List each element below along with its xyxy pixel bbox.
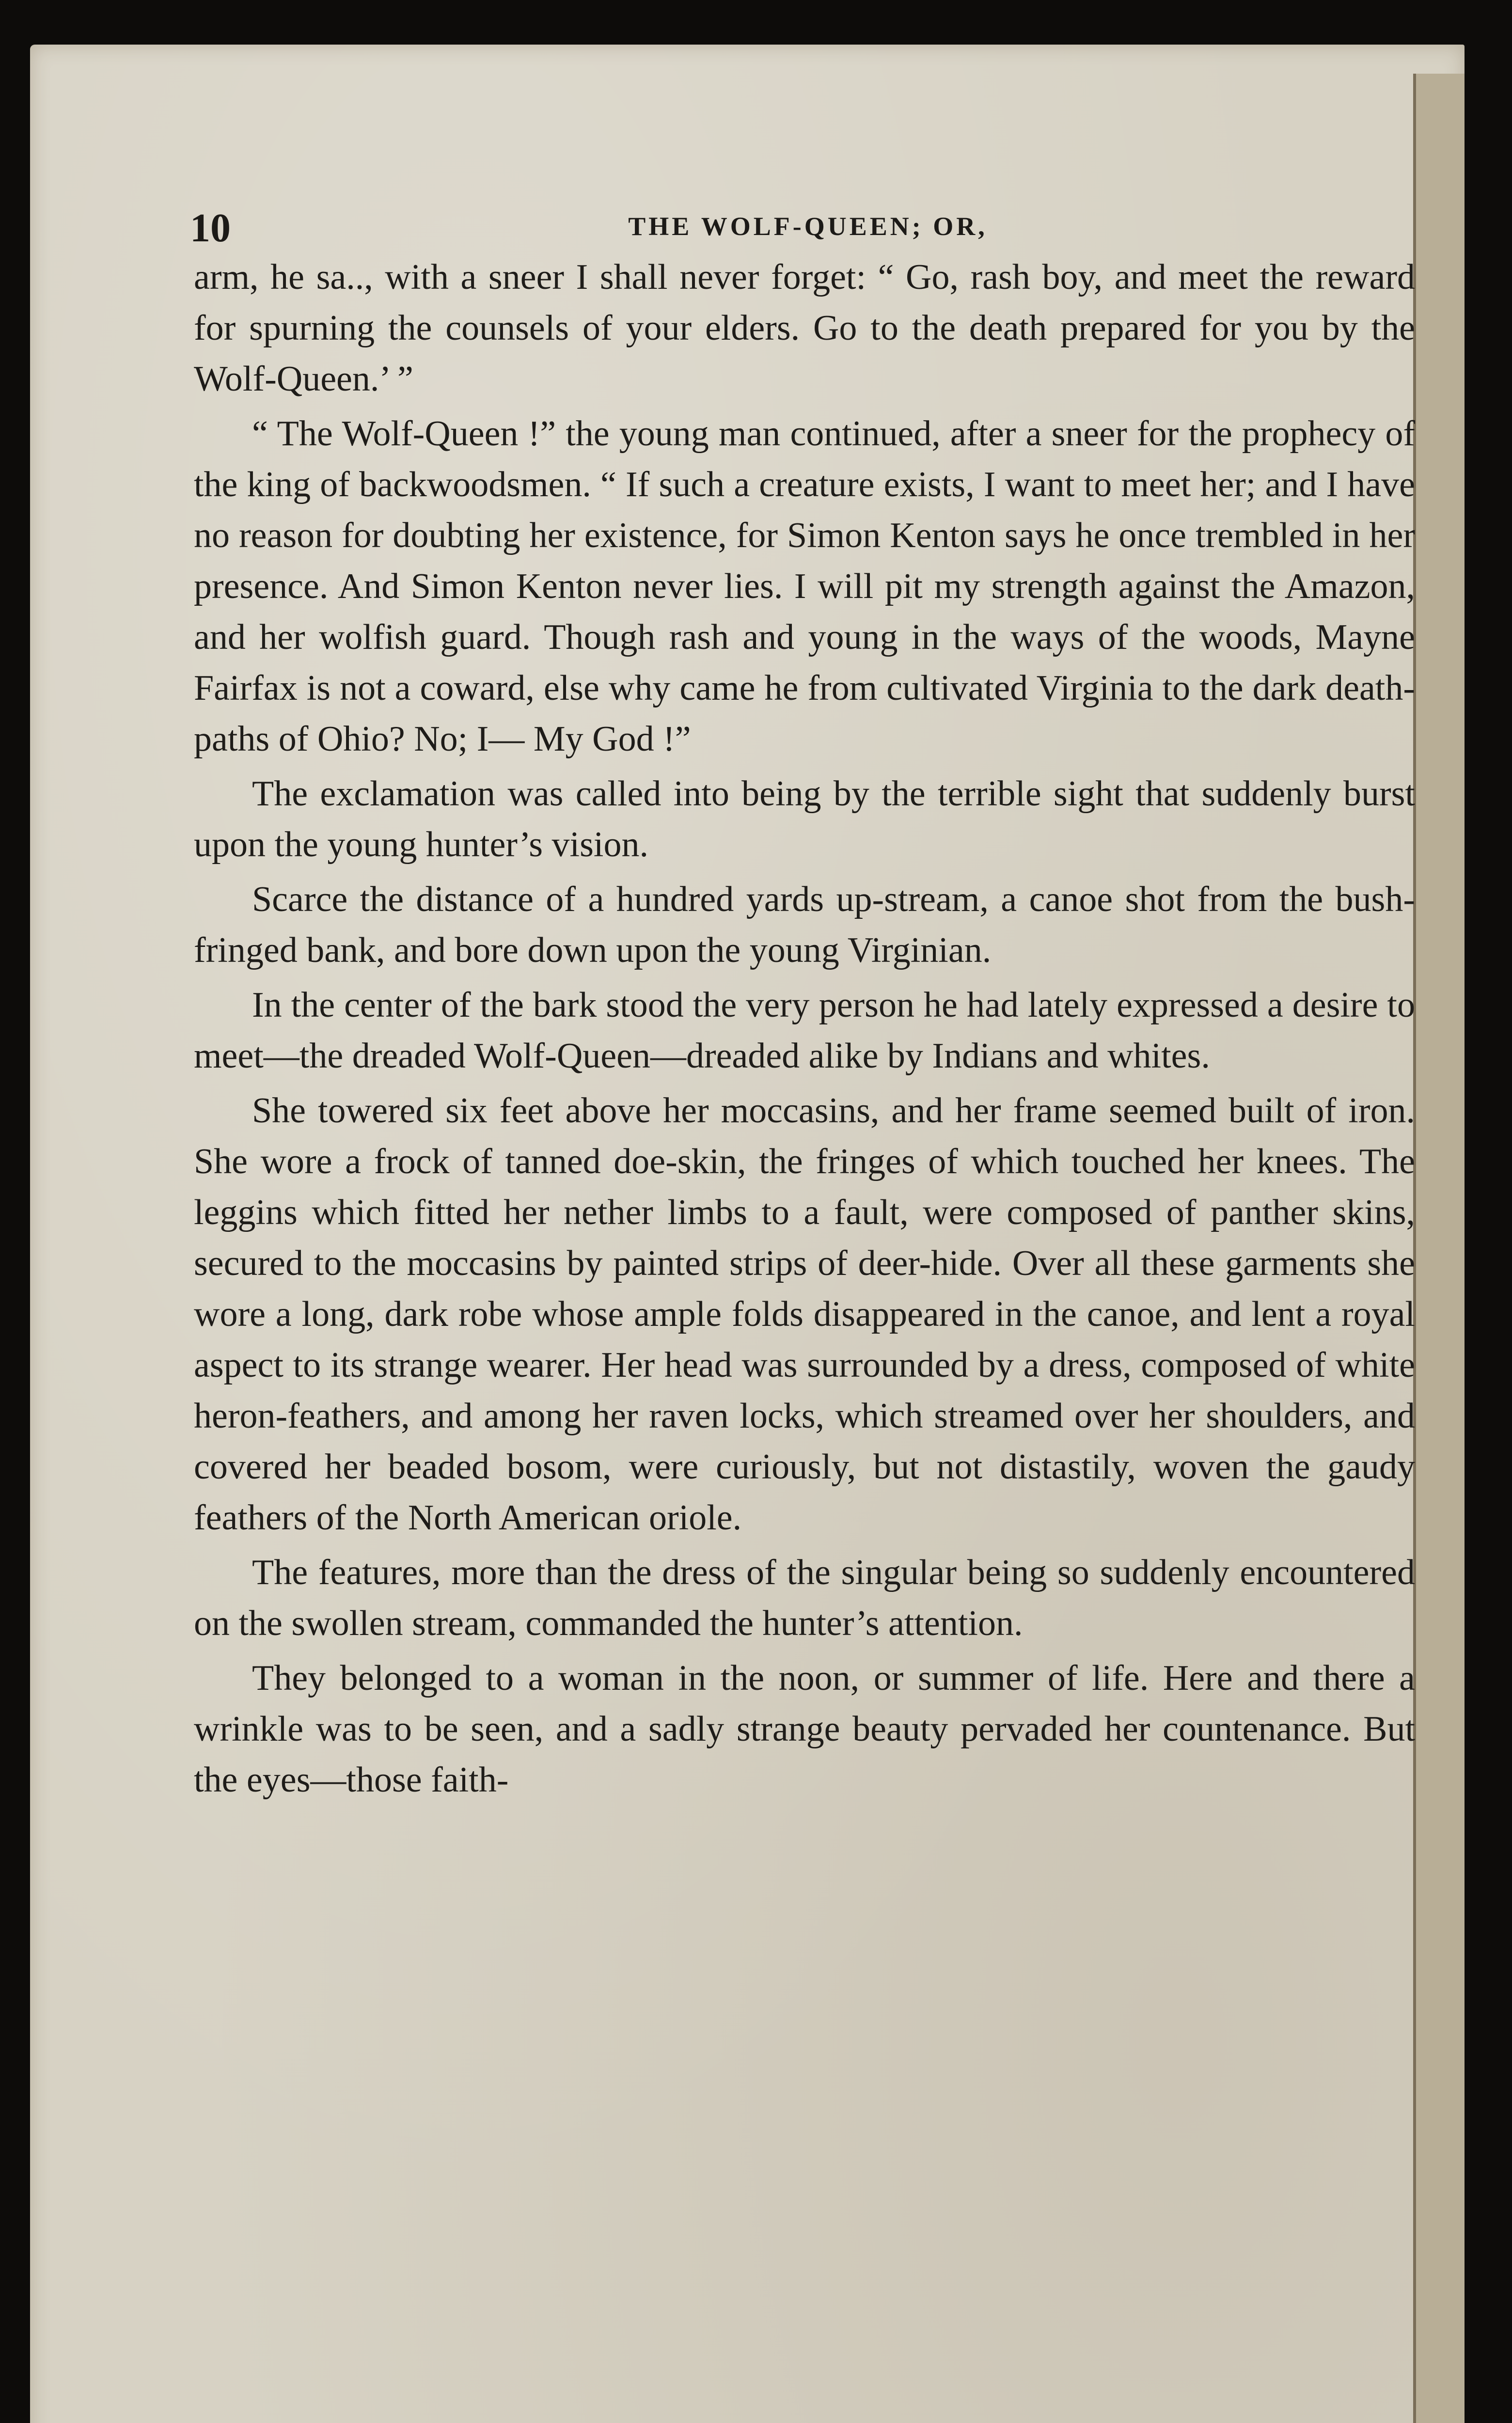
paragraph-5: In the center of the bark stood the very person he had lately expressed a desire to meet—the dreaded Wolf-Queen—dreaded alike by Indians and whites. [194,985,1415,1076]
paragraph-3: The exclamation was called into being by the terrible sight that suddenly burst upon the young hunter’s vision. [194,774,1415,865]
page-number: 10 [190,205,231,251]
paragraph-8: They belonged to a woman in the noon, or summer of life. Here and there a wrinkle was to be seen, and a sadly strange beauty pervaded her countenance. But the eyes—those faith- [194,1658,1415,1800]
running-head: THE WOLF-QUEEN; OR, [628,212,988,241]
paragraph-1: arm, he sa.., with a sneer I shall never forget: “ Go, rash boy, and meet the reward for spurning the counsels of your elders. Go to the death prepared for you by the Wolf-Queen.’ ” [194,257,1415,399]
next-page-edge [1413,74,1465,2423]
paragraph-7: The features, more than the dress of the singular being so suddenly encountered on the swollen stream, commanded the hunter’s attention. [194,1553,1415,1643]
body-text [194,252,1415,1806]
paragraph-4: Scarce the distance of a hundred yards up-stream, a canoe shot from the bush-fringed bank, and bore down upon the young Virginian. [194,880,1415,970]
paragraph-2: “ The Wolf-Queen !” the young man continued, after a sneer for the prophecy of the king of backwoodsmen. “ If such a creature exists, I want to meet her; and I have no reason for doubting her existence, for Simon Kenton says he once trembled in her presence. And Simon Kenton never lies. I will pit my strength against the Amazon, and her wolfish guard. Though rash and young in the ways of the woods, Mayne Fairfax is not a coward, else why came he from cultivated Virginia to the dark death-paths of Ohio? No; I— My God !” [194,414,1415,759]
paragraph-6: She towered six feet above her moccasins, and her frame seemed built of iron. She wore a frock of tanned doe-skin, the fringes of which touched her knees. The leggins which fitted her nether limbs to a fault, were composed of panther skins, secured to the moccasins by painted strips of deer-hide. Over all these garments she wore a long, dark robe whose ample folds disappeared in the canoe, and lent a royal aspect to its strange wearer. Her head was surrounded by a dress, composed of white heron-feathers, and among her raven locks, which streamed over her shoulders, and covered her beaded bosom, were curiously, but not distastily, woven the gaudy feathers of the North American oriole. [194,1091,1415,1538]
